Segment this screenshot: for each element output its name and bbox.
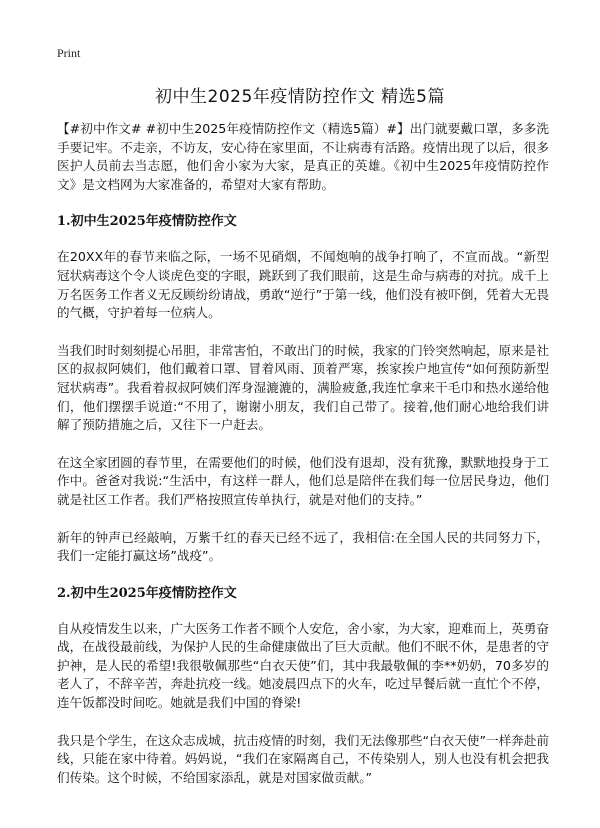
paragraph: 在这全家团圆的春节里，在需要他们的时候，他们没有退却，没有犹豫，默默地投身于工作中。爸爸对我说:“生活中，有这样一群人，他们总是陪伴在我们每一位居民身边，他们就是社区工作者。我们严格按照宣传单执行，就是对他们的支持。” [57,454,549,507]
paragraph: 自从疫情发生以来，广大医务工作者不顾个人安危，舍小家，为大家，迎难而上，英勇奋战，在战役最前线，为保护人民的生命健康做出了巨大贡献。他们不眠不休，是患者的守护神，是人民的希望!我很敬佩那些“白衣天使”们，其中我最敬佩的李**奶奶，70多岁的老人了，不辞辛苦，奔赴抗疫一线。她凌晨四点下的火车，吃过早餐后就一直忙个不停，连午饭都没时间吃。她就是我们中国的脊梁! [57,620,549,711]
page-title: 初中生2025年疫情防控作文 精选5篇 [155,87,445,107]
paragraph: 我只是个学生，在这众志成城，抗击疫情的时刻，我们无法像那些“白衣天使”一样奔赴前线，只能在家中待着。妈妈说，“我们在家隔离自己，不传染别人，别人也没有机会把我们传染。这个时候，不给国家添乱，就是对国家做贡献。” [57,732,549,785]
print-label: Print [57,46,81,60]
section-heading: 2.初中生2025年疫情防控作文 [57,585,237,601]
intro-paragraph: 【#初中作文# #初中生2025年疫情防控作文（精选5篇）#】出门就要戴口罩，多多洗手要记牢。不走亲，不访友，安心待在家里面，不让病毒有活路。疫情出现了以后，很多医护人员前去当志愿，他们舍小家为大家，是真正的英雄。《初中生2025年疫情防控作文》是文档网为大家准备的，希望对大家有帮助。 [57,121,549,192]
section-heading: 1.初中生2025年疫情防控作文 [57,214,237,230]
paragraph: 在20XX年的春节来临之际，一场不见硝烟，不闻炮响的战争打响了，不宣而战。“新型冠状病毒这个令人谈虎色变的字眼，跳跃到了我们眼前，这是生命与病毒的对抗。成千上万名医务工作者义无反顾纷纷请战，勇敢“逆行”于第一线，他们没有被吓倒，凭着大无畏的气概，守护着每一位病人。 [57,249,549,321]
paragraph: 当我们时时刻刻提心吊胆，非常害怕，不敢出门的时候，我家的门铃突然响起，原来是社区的叔叔阿姨们，他们戴着口罩、冒着风雨、顶着严寒，挨家挨户地宣传“如何预防新型冠状病毒”。我看着叔叔阿姨们浑身湿漉漉的，满脸疲惫,我连忙拿来干毛巾和热水递给他们，他们摆摆手说道:“不用了，谢谢小朋友，我们自己带了。接着,他们耐心地给我们讲解了预防措施之后，又往下一户赶去。 [57,342,549,433]
paragraph: 新年的钟声已经敲响，万紫千红的春天已经不远了，我相信:在全国人民的共同努力下，我们一定能打赢这场”战疫”。 [57,529,549,564]
document-body [57,120,549,806]
